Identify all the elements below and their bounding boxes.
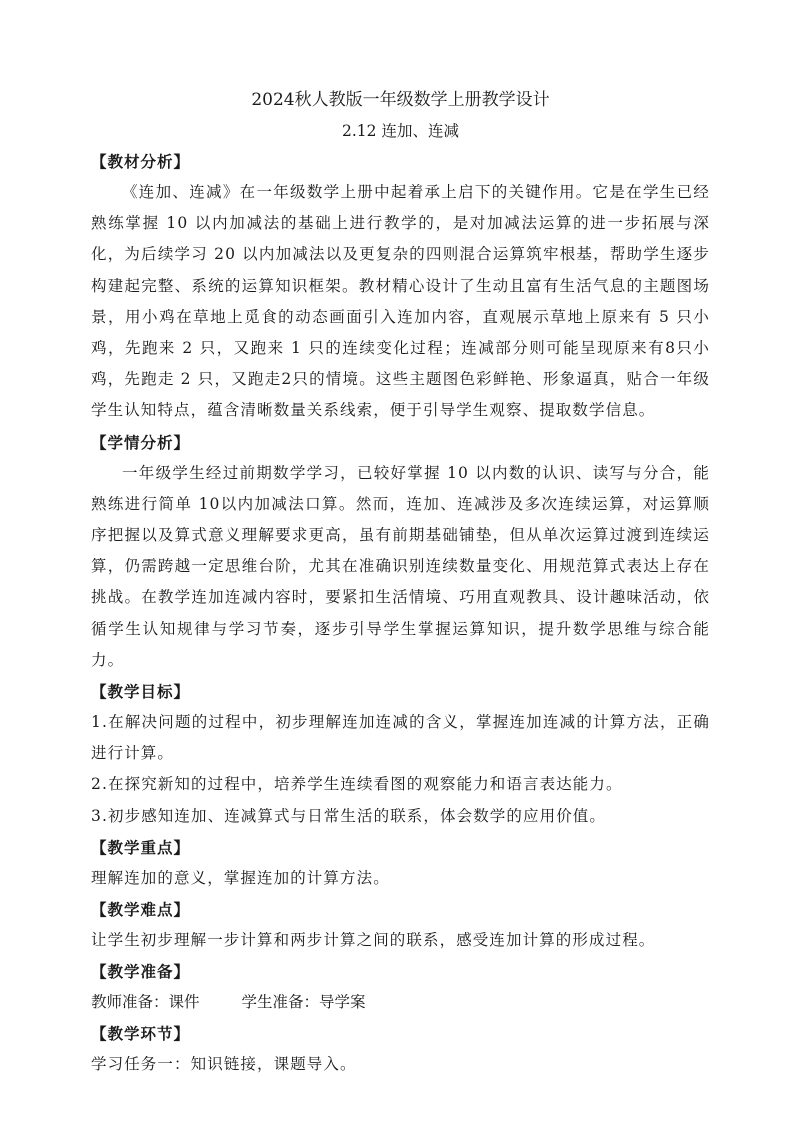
- preparation-row: [91, 987, 710, 1018]
- section-body: 一年级学生经过前期数学学习，已较好掌握 10 以内数的认识、读写与分合，能熟练进行简单 10以内加减法口算。然而，连加、连减涉及多次连续运算，对运算顺序把握以及算式意义理解要求更高，虽有前期基础铺垫，但从单次运算过渡到连续运算，仍需跨越一定思维台阶，尤其在准确识别连续数量变化、用规范算式表达上存在挑战。在教学连加连减内容时，要紧扣生活情境、巧用直观教具、设计趣味活动，依循学生认知规律与学习节奏，逐步引导学生掌握运算知识，提升数学思维与综合能力。: [91, 463, 710, 669]
- section-difficulties: [91, 894, 710, 956]
- section-body: 学习任务一：知识链接，课题导入。: [91, 1055, 357, 1074]
- section-heading: 【教学重点】: [91, 837, 191, 857]
- section-heading: 【学情分析】: [91, 432, 191, 452]
- document-title: 2024秋人教版一年级数学上册教学设计: [251, 90, 550, 110]
- section-preparation: [91, 956, 710, 1018]
- goal-item: 1.在解决问题的过程中，初步理解连加连减的含义，掌握连加连减的计算方法，正确进行计算。: [91, 713, 710, 763]
- student-preparation: 学生准备：导学案: [241, 993, 366, 1012]
- section-body: 让学生初步理解一步计算和两步计算之间的联系，感受连加计算的形成过程。: [91, 931, 656, 950]
- section-key-points: [91, 832, 710, 894]
- section-heading: 【教学难点】: [91, 900, 191, 920]
- section-body: 理解连加的意义，掌握连加的计算方法。: [91, 868, 390, 887]
- section-student-analysis: [91, 427, 710, 676]
- section-textbook-analysis: [91, 146, 710, 427]
- section-heading: 【教学环节】: [91, 1024, 191, 1044]
- section-teaching-goals: [91, 676, 710, 832]
- teacher-preparation: 教师准备：课件: [91, 993, 200, 1012]
- goal-item: 3.初步感知连加、连减算式与日常生活的联系，体会数学的应用价值。: [91, 806, 606, 825]
- section-heading: 【教学准备】: [91, 962, 191, 982]
- section-teaching-process: [91, 1018, 710, 1080]
- section-heading: 【教材分析】: [91, 152, 191, 171]
- section-heading: 【教学目标】: [91, 682, 191, 702]
- section-body: 《连加、连减》在一年级数学上册中起着承上启下的关键作用。它是在学生已经熟练掌握 10 以内加减法的基础上进行教学的，是对加减法运算的进一步拓展与深化，为后续学习 20 以内加减法以及更复杂的四则混合运算筑牢根基，帮助学生逐步构建起完整、系统的运算知识框架。教材精心设计了生动且富有生活气息的主题图场景，用小鸡在草地上觅食的动态画面引入连加内容，直观展示草地上原来有 5 只小鸡，先跑来 2 只，又跑来 1 只的连续变化过程；连减部分则可能呈现原来有8只小鸡，先跑走 2 只，又跑走2只的情境。这些主题图色彩鲜艳、形象逼真，贴合一年级学生认知特点，蕴含清晰数量关系线索，便于引导学生观察、提取数学信息。: [91, 183, 710, 420]
- goal-item: 2.在探究新知的过程中，培养学生连续看图的观察能力和语言表达能力。: [91, 775, 623, 794]
- document-subtitle: 2.12 连加、连减: [342, 122, 459, 140]
